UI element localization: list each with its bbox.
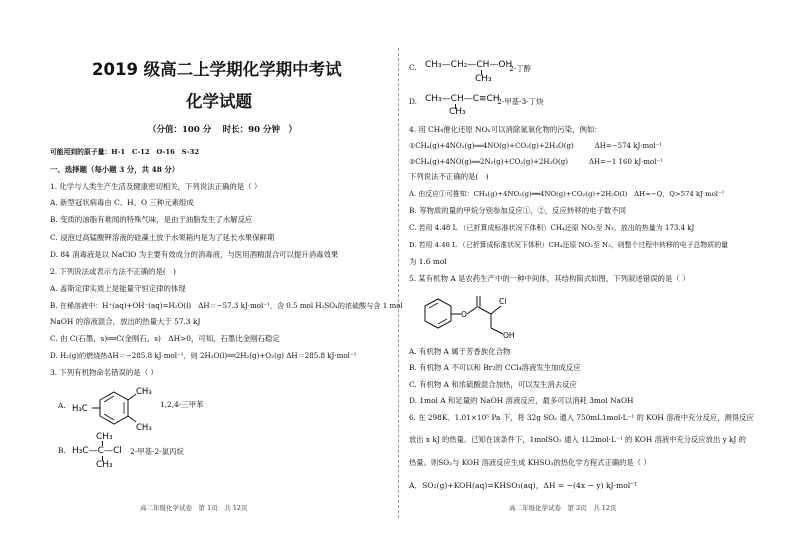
trimethylbenzene-structure [72,382,167,434]
q3-option-b-name: 2-甲基-2-氯丙烷 [130,447,184,456]
question-2: 2. 下列说法或表示方法不正确的是( ) [50,267,177,276]
q5-option-b: B. 有机物 A 不可以和 Br₂的 CCl₄溶液发生加成反应 [409,363,581,372]
q2-option-a: A. 盖斯定律实质上是能量守恒定律的体现 [50,284,186,293]
q2-option-d: D. H₂(g)的燃烧热ΔH＝−285.8 kJ·mol⁻¹，则 2H₂O(l)══2H₂(g)+O₂(g) ΔH＝285.8 kJ·mol⁻¹ [50,351,357,360]
ester-oxygen-label: O [461,310,467,319]
atomic-masses: 可能用到的原子量：H-1 C-12 O-16 S-32 [50,148,200,156]
q3d-main-chain: CH₃—CH—C≡CH [425,94,500,104]
q1-option-b: B. 变质的油脂有难闻的特殊气味，是由于油脂发生了水解反应 [50,215,253,224]
question-6-line1: 6. 在 298K、1.01×10⁵ Pa 下，将 32g SO₂ 通入 750mL1mol·L⁻¹ 的 KOH 溶液中充分反应，测得反应 [409,413,754,422]
q2-option-b-line1: B. 在稀溶液中：H⁺(aq)+OH⁻(aq)=H₂O(l) ΔH＝−57.3 kJ·mol⁻¹，含 0.5 mol H₂SO₄的浓硫酸与含 1 mol [50,301,403,310]
q3b-ch3-top: CH₃ [96,432,113,442]
footer-right: 高二年级化学试卷 第 2页 共 12页 [509,504,617,512]
section-1-heading: 一、选择题（每小题 3 分，共 48 分） [50,165,180,174]
q3-option-c-label: C. [409,63,417,72]
question-6-line3: 热量。则SO₂与 KOH 溶液反应生成 KHSO₃的热化学方程式正确的是（ ） [409,458,651,467]
q1-option-a: A. 新型冠状病毒由 C、H、O 三种元素组成 [50,198,194,207]
footer-left: 高二年级化学试卷 第 1页 共 12页 [140,504,248,512]
ch3-bottom-label: CH₃ [136,423,152,433]
question-3: 3. 下列有机物命名错误的是（ ） [50,368,158,377]
q4-prompt: 下列说法不正确的是( ) [409,172,489,181]
exam-title: 2019 级高二上学期化学期中考试 [92,60,342,79]
exam-subtitle: 化学试题 [186,92,252,111]
q5-option-c: C. 有机物 A 和浓硫酸混合加热，可以发生消去反应 [409,380,577,389]
q3d-ch3-sub: CH₃ [449,107,466,117]
q3c-main-chain: CH₃—CH₂—CH—OH [425,60,513,70]
question-6-line2: 放出 x kJ 的热量。已知在该条件下，1molSO₂ 通入 1L2mol·L⁻¹ 的 KOH 溶液中充分反应放出 y kJ 的 [409,435,746,444]
question-1: 1. 化学与人类生产生活及健康密切相关，下列说法正确的是（ ） [50,182,262,191]
hydroxyl-label: OH [503,331,515,340]
question-4: 4. 用 CH₄催化还原 NOₓ可以消除氮氧化物的污染，例如： [409,125,602,134]
score-time: （分值：100 分 时长：90 分钟 ） [148,125,297,135]
q3-option-a-label: A. [58,401,66,410]
q5-option-a: A. 有机物 A 属于芳香族化合物 [409,347,511,356]
compound-a-structure [411,288,541,346]
q4-option-d-line1: D. 若用 4.48 L （已折算成标准状况下体积）CH₄还原 NO₂至 N₂，则整个过程中转移的电子总物质的量 [409,241,728,249]
q2-option-b-line2: NaOH 的溶液混合，放出的热量大于 57.3 kJ [50,317,201,326]
q4-reaction-1: ①CH₄(g)+4NO₂(g)══4NO(g)+CO₂(g)+2H₂O(g) ΔH=−574 kJ·mol⁻¹ [409,142,663,150]
h3c-label: H₃C [72,404,88,414]
q2-option-c: C. 由 C(石墨，s)══C(金刚石，s) ΔH>0，可知，石墨比金刚石稳定 [50,334,280,343]
q3-option-d-label: D. [409,97,418,106]
q4-option-d-line2: 为 1.6 mol [409,257,447,266]
q4-option-c: C. 若用 4.48 L （已折算成标准状况下体积）CH₄还原 NO₂至 N₂，放出的热量为 173.4 kJ [409,224,695,232]
q6-option-a: A．SO₂(g)+KOH(aq)=KHSO₃(aq)，ΔH = −(4x − y) kJ·mol⁻¹ [409,481,638,490]
q4-option-b: B. 等物质的量的甲烷分别参加反应①、②，反应转移的电子数不同 [409,206,627,215]
page-right [397,0,794,550]
chlorine-label: Cl [499,297,507,306]
q3-option-c-name: 2-丁醇 [509,64,531,73]
q1-option-c: C. 浸泡过高锰酸钾溶液的硅藻土放于水果箱内是为了延长水果保鲜期 [50,233,275,242]
q4-reaction-2: ②CH₄(g)+4NO(g)══2N₂(g)+CO₂(g)+2H₂O(g) ΔH=−1 160 kJ·mol⁻¹ [409,158,664,166]
q1-option-d: D. 84 消毒液是以 NaClO 为主要有效成分的消毒液，与医用酒精混合可以提升消毒效果 [50,250,339,259]
q3-option-d-name: 2-甲基-3-丁炔 [497,97,544,106]
q3b-ch3-bottom: CH₃ [96,460,113,470]
q4-option-a: A. 由反应①可推知：CH₄(g)+4NO₂(g)══4NO(g)+CO₂(g)+2H₂O(l) ΔH=−Q，Q>574 kJ·mol⁻¹ [409,190,725,198]
q3b-main-chain: H₃C—C—Cl [72,446,122,456]
q3c-ch3-sub: CH₃ [475,74,492,84]
q3-option-b-label: B. [58,446,66,455]
q3-option-a-name: 1,2,4-三甲苯 [160,400,204,409]
question-5: 5. 某有机物 A 是农药生产中的一种中间体，其结构简式如图，下列叙述错误的是（ ） [409,274,690,283]
q5-option-d: D. 1mol A 和足量的 NaOH 溶液反应，最多可以消耗 3mol NaOH [409,396,634,405]
ch3-top-label: CH₃ [136,387,152,397]
